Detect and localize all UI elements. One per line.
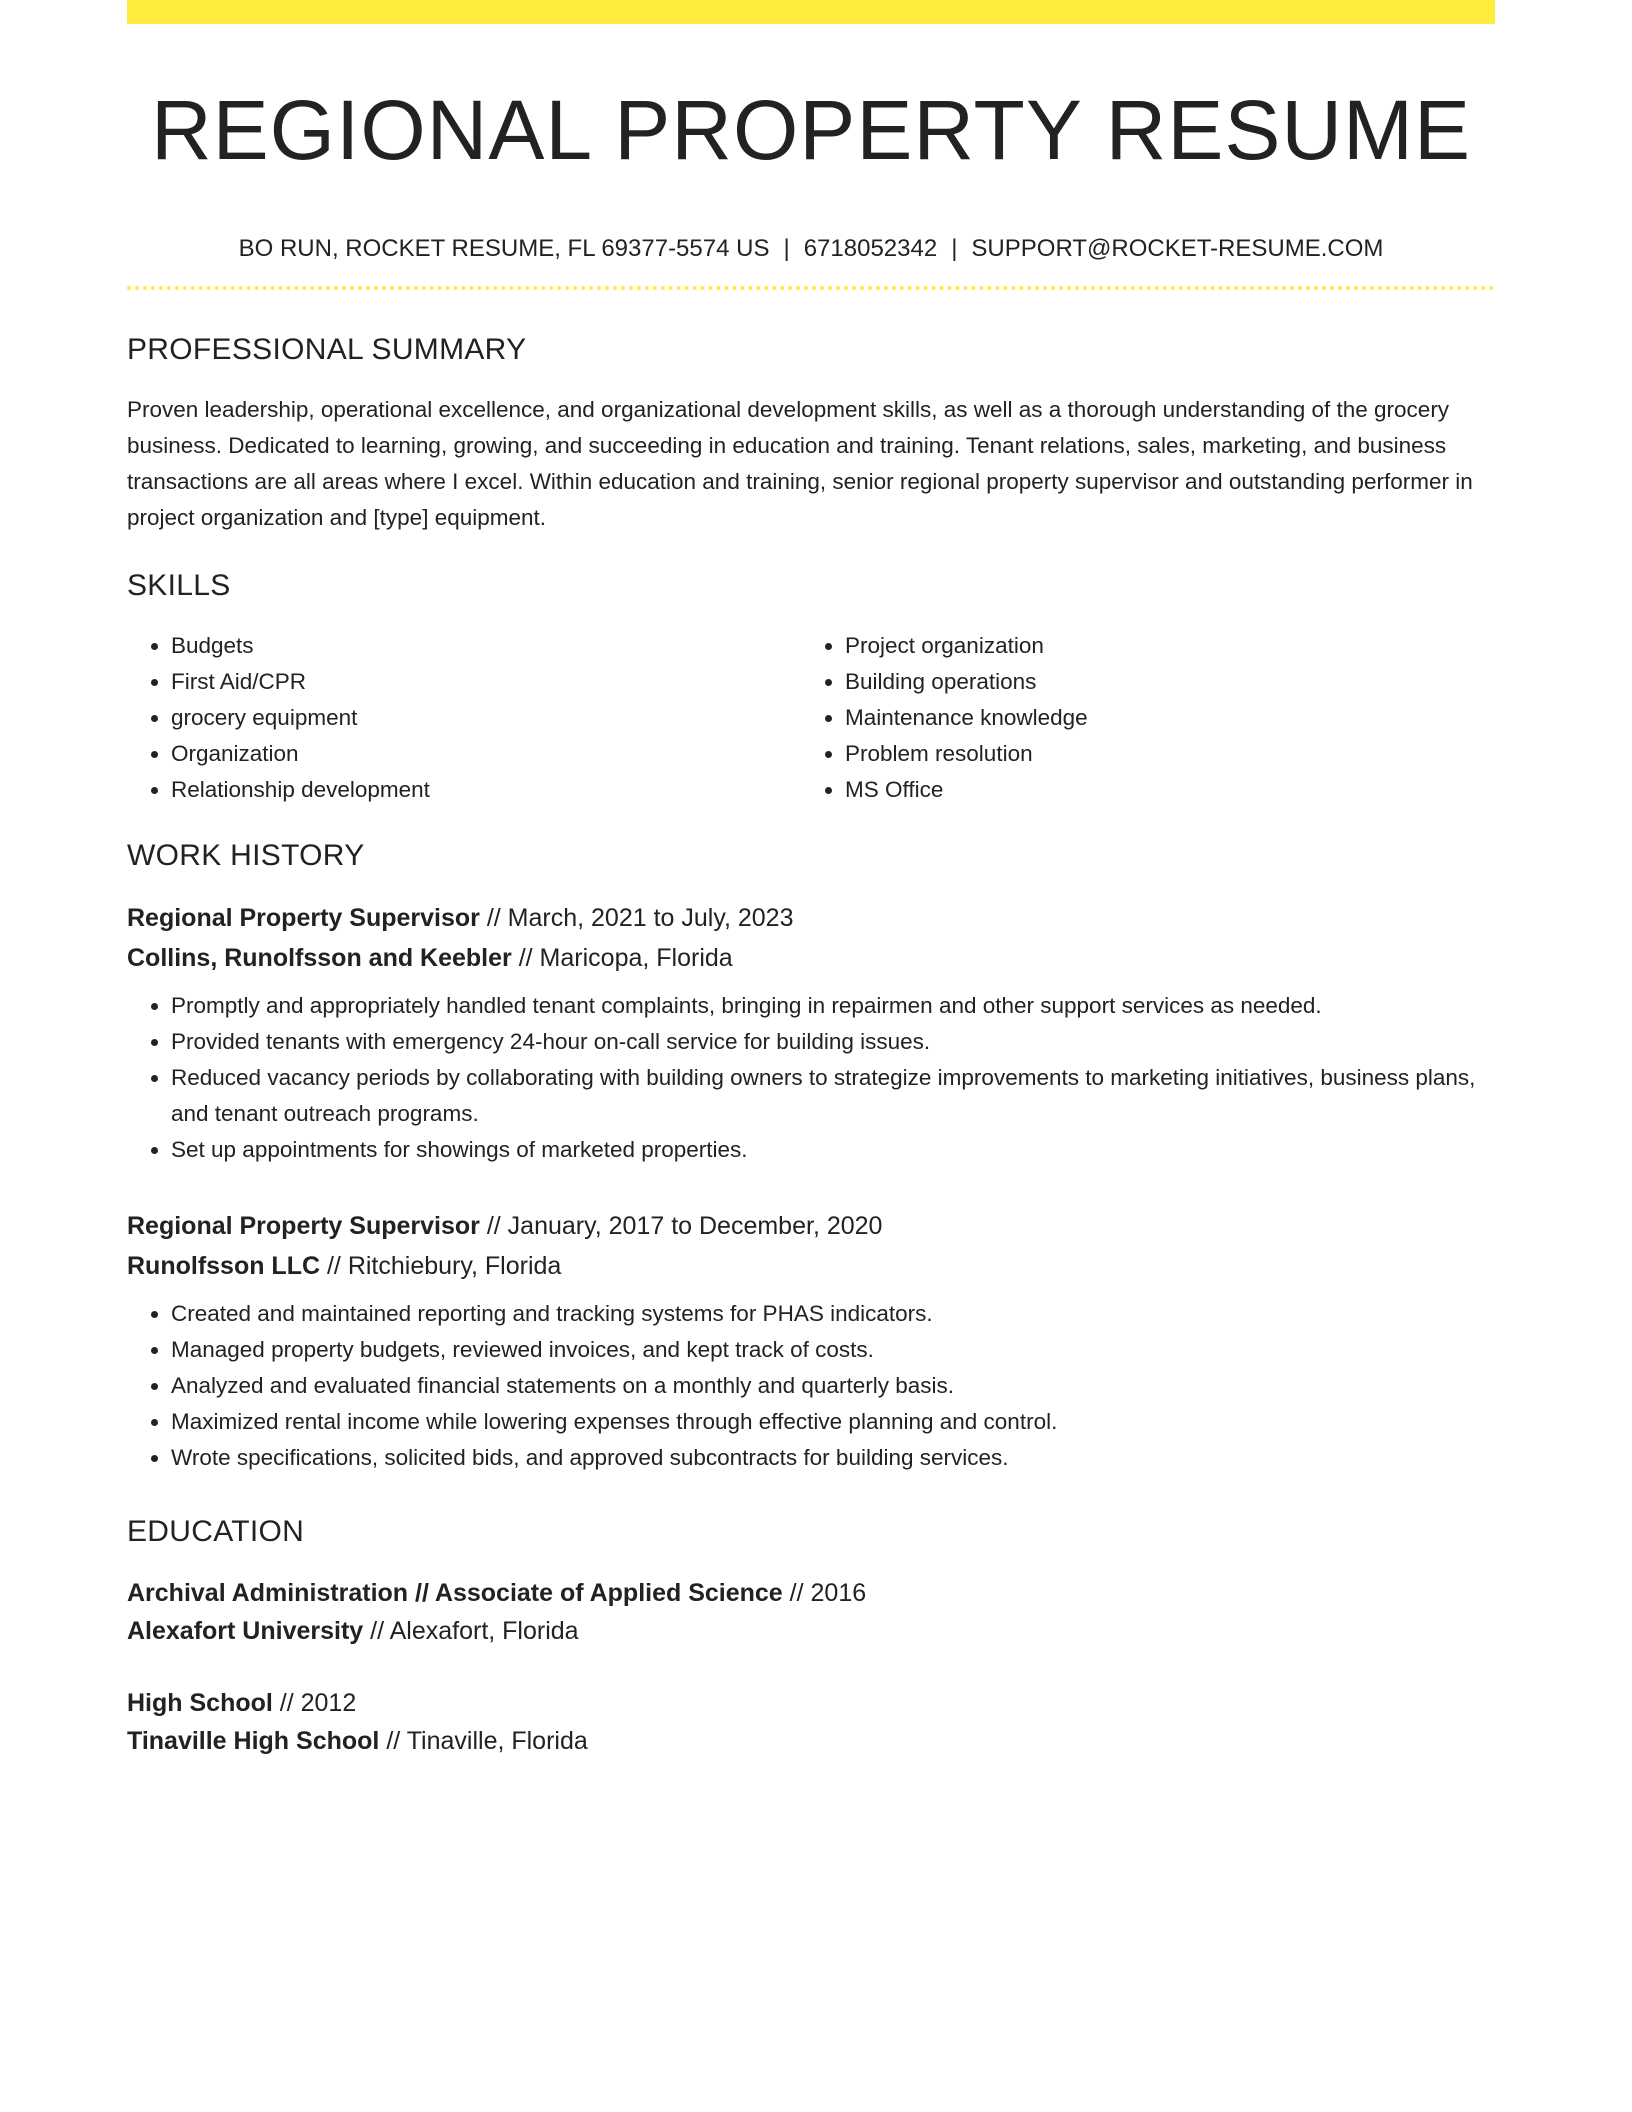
job-title: Regional Property Supervisor [127, 904, 480, 933]
job-bullet: • Maximized rental income while lowering expenses through effective planning and control. [171, 1404, 1495, 1440]
resume-title: REGIONAL PROPERTY RESUME [150, 83, 1472, 177]
skills-list-right [801, 628, 1475, 808]
job-bullets [127, 988, 1495, 1168]
job-entry [127, 898, 1495, 1168]
job-company-line [127, 938, 1495, 978]
skill-item: • Building operations [845, 664, 1475, 700]
job-bullet: • Reduced vacancy periods by collaborating with building owners to strategize improvements to marketing initiatives, business plans, and tenant outreach programs. [171, 1060, 1495, 1132]
education-location: // Tinaville, Florida [386, 1727, 588, 1756]
job-dates: // March, 2021 to July, 2023 [486, 904, 794, 933]
education-school: Alexafort University [127, 1617, 364, 1646]
education-year: // 2016 [789, 1579, 867, 1608]
education-entry [127, 1574, 1495, 1650]
summary-heading: PROFESSIONAL SUMMARY [127, 333, 527, 367]
job-location: // Maricopa, Florida [518, 944, 733, 973]
education-degree-line [127, 1574, 1495, 1612]
job-bullets [127, 1296, 1495, 1476]
job-bullet: • Analyzed and evaluated financial statements on a monthly and quarterly basis. [171, 1368, 1495, 1404]
job-company-line [127, 1246, 1495, 1286]
education-degree: High School [127, 1689, 273, 1718]
job-bullet: • Provided tenants with emergency 24-hour on-call service for building issues. [171, 1024, 1495, 1060]
job-bullet: • Promptly and appropriately handled tenant complaints, bringing in repairmen and other support services as needed. [171, 988, 1495, 1024]
skill-item: • grocery equipment [171, 700, 801, 736]
contact-separator: | [783, 235, 790, 263]
skill-item: • Project organization [845, 628, 1475, 664]
top-accent-bar [127, 0, 1495, 24]
skill-item: • First Aid/CPR [171, 664, 801, 700]
job-bullet: • Created and maintained reporting and tracking systems for PHAS indicators. [171, 1296, 1495, 1332]
skills-columns [127, 628, 1495, 808]
work-history-heading: WORK HISTORY [127, 839, 365, 873]
education-entry [127, 1684, 1495, 1760]
skills-list-left [127, 628, 801, 808]
dotted-divider [127, 286, 1495, 290]
education-school: Tinaville High School [127, 1727, 380, 1756]
job-entry [127, 1206, 1495, 1476]
job-title: Regional Property Supervisor [127, 1212, 480, 1241]
skill-item: • Problem resolution [845, 736, 1475, 772]
summary-text: Proven leadership, operational excellence, and organizational development skills, as well as a thorough understanding of the grocery business. Dedicated to learning, growing, and succeeding in education and training. Tenant relations, sales, marketing, and business transactions are all areas where I excel. Within education and training, senior regional property supervisor and outstanding performer in project organization and [type] equipment. [127, 397, 1473, 531]
skill-item: • Budgets [171, 628, 801, 664]
job-company: Runolfsson LLC [127, 1252, 321, 1281]
job-bullet: • Wrote specifications, solicited bids, and approved subcontracts for building services. [171, 1440, 1495, 1476]
education-school-line [127, 1612, 1495, 1650]
job-location: // Ritchiebury, Florida [326, 1252, 562, 1281]
job-dates: // January, 2017 to December, 2020 [486, 1212, 883, 1241]
contact-email: SUPPORT@ROCKET-RESUME.COM [971, 235, 1384, 263]
education-degree-line [127, 1684, 1495, 1722]
contact-phone: 6718052342 [803, 235, 938, 263]
job-company: Collins, Runolfsson and Keebler [127, 944, 512, 973]
education-degree: Archival Administration // Associate of Applied Science [127, 1579, 783, 1608]
skill-item: • Maintenance knowledge [845, 700, 1475, 736]
skills-heading: SKILLS [127, 569, 231, 603]
skill-item: • Organization [171, 736, 801, 772]
job-title-line [127, 898, 1495, 938]
education-year: // 2012 [279, 1689, 357, 1718]
contact-address: BO RUN, ROCKET RESUME, FL 69377-5574 US [238, 235, 770, 263]
job-bullet: • Managed property budgets, reviewed invoices, and kept track of costs. [171, 1332, 1495, 1368]
education-school-line [127, 1722, 1495, 1760]
skill-item: • Relationship development [171, 772, 801, 808]
contact-line [127, 234, 1495, 264]
education-location: // Alexafort, Florida [370, 1617, 579, 1646]
job-bullet: • Set up appointments for showings of marketed properties. [171, 1132, 1495, 1168]
resume-page [127, 0, 1495, 1760]
contact-separator: | [951, 235, 958, 263]
skill-item: • MS Office [845, 772, 1475, 808]
job-title-line [127, 1206, 1495, 1246]
education-heading: EDUCATION [127, 1515, 305, 1549]
